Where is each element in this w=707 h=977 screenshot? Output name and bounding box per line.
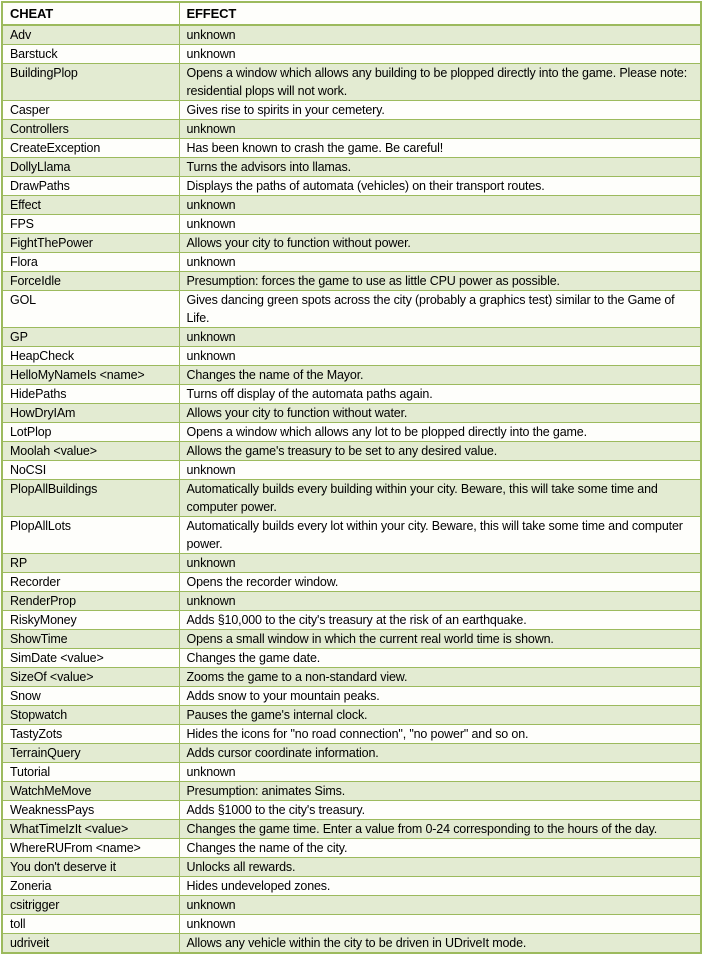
- table-row: [2, 64, 701, 101]
- table-row: [2, 347, 701, 366]
- effect-cell: unknown: [179, 120, 701, 139]
- effect-cell: Opens a window which allows any building to be plopped directly into the game. Please note: residential plops will not work.: [179, 64, 701, 101]
- cheat-cell: Zoneria: [2, 877, 179, 896]
- effect-cell: Gives dancing green spots across the city (probably a graphics test) similar to the Game of Life.: [179, 291, 701, 328]
- table-row: [2, 934, 701, 954]
- cheat-cell: GOL: [2, 291, 179, 328]
- effect-cell: Adds §1000 to the city's treasury.: [179, 801, 701, 820]
- effect-cell: Gives rise to spirits in your cemetery.: [179, 101, 701, 120]
- effect-cell: unknown: [179, 215, 701, 234]
- cheat-cell: TerrainQuery: [2, 744, 179, 763]
- cheat-table: [1, 1, 702, 954]
- cheat-cell: RP: [2, 554, 179, 573]
- cheat-cell: Controllers: [2, 120, 179, 139]
- table-body: [2, 25, 701, 953]
- effect-cell: unknown: [179, 328, 701, 347]
- effect-cell: Changes the game time. Enter a value from 0-24 corresponding to the hours of the day.: [179, 820, 701, 839]
- table-row: [2, 592, 701, 611]
- table-row: [2, 215, 701, 234]
- table-row: [2, 611, 701, 630]
- cheat-cell: Effect: [2, 196, 179, 215]
- cheat-cell: ShowTime: [2, 630, 179, 649]
- cheat-cell: You don't deserve it: [2, 858, 179, 877]
- cheat-cell: Flora: [2, 253, 179, 272]
- table-row: [2, 858, 701, 877]
- table-row: [2, 139, 701, 158]
- table-row: [2, 706, 701, 725]
- effect-cell: Changes the name of the Mayor.: [179, 366, 701, 385]
- effect-cell: unknown: [179, 461, 701, 480]
- effect-cell: unknown: [179, 347, 701, 366]
- header-row: [2, 2, 701, 25]
- table-row: [2, 177, 701, 196]
- cheat-cell: Stopwatch: [2, 706, 179, 725]
- cheat-cell: RenderProp: [2, 592, 179, 611]
- cheat-cell: toll: [2, 915, 179, 934]
- table-row: [2, 101, 701, 120]
- table-row: [2, 782, 701, 801]
- effect-cell: Displays the paths of automata (vehicles) on their transport routes.: [179, 177, 701, 196]
- table-row: [2, 366, 701, 385]
- cheat-cell: FightThePower: [2, 234, 179, 253]
- effect-cell: Allows any vehicle within the city to be driven in UDriveIt mode.: [179, 934, 701, 954]
- cheat-cell: WatchMeMove: [2, 782, 179, 801]
- table-row: [2, 272, 701, 291]
- column-header-effect: EFFECT: [179, 2, 701, 25]
- cheat-cell: WhereRUFrom <name>: [2, 839, 179, 858]
- table-row: [2, 668, 701, 687]
- cheat-cell: RiskyMoney: [2, 611, 179, 630]
- table-row: [2, 517, 701, 554]
- table-row: [2, 480, 701, 517]
- cheat-cell: Recorder: [2, 573, 179, 592]
- table-row: [2, 725, 701, 744]
- cheat-cell: DrawPaths: [2, 177, 179, 196]
- cheat-cell: HowDryIAm: [2, 404, 179, 423]
- cheat-cell: Moolah <value>: [2, 442, 179, 461]
- effect-cell: unknown: [179, 196, 701, 215]
- cheat-cell: SimDate <value>: [2, 649, 179, 668]
- effect-cell: unknown: [179, 25, 701, 45]
- table-row: [2, 461, 701, 480]
- effect-cell: Pauses the game's internal clock.: [179, 706, 701, 725]
- table-row: [2, 839, 701, 858]
- effect-cell: Opens the recorder window.: [179, 573, 701, 592]
- cheat-cell: TastyZots: [2, 725, 179, 744]
- table-row: [2, 385, 701, 404]
- effect-cell: Opens a small window in which the current real world time is shown.: [179, 630, 701, 649]
- table-row: [2, 328, 701, 347]
- cheat-cell: NoCSI: [2, 461, 179, 480]
- effect-cell: Changes the name of the city.: [179, 839, 701, 858]
- cheat-cell: HidePaths: [2, 385, 179, 404]
- effect-cell: Adds §10,000 to the city's treasury at the risk of an earthquake.: [179, 611, 701, 630]
- effect-cell: Opens a window which allows any lot to be plopped directly into the game.: [179, 423, 701, 442]
- cheat-cell: WeaknessPays: [2, 801, 179, 820]
- effect-cell: unknown: [179, 896, 701, 915]
- cheat-cell: FPS: [2, 215, 179, 234]
- table-row: [2, 649, 701, 668]
- cheat-cell: HeapCheck: [2, 347, 179, 366]
- effect-cell: unknown: [179, 915, 701, 934]
- table-row: [2, 687, 701, 706]
- cheat-cell: SizeOf <value>: [2, 668, 179, 687]
- effect-cell: Adds cursor coordinate information.: [179, 744, 701, 763]
- effect-cell: Allows the game's treasury to be set to any desired value.: [179, 442, 701, 461]
- column-header-cheat: CHEAT: [2, 2, 179, 25]
- table-row: [2, 896, 701, 915]
- effect-cell: Automatically builds every lot within your city. Beware, this will take some time and computer power.: [179, 517, 701, 554]
- effect-cell: unknown: [179, 554, 701, 573]
- table-row: [2, 801, 701, 820]
- cheat-cell: WhatTimeIzIt <value>: [2, 820, 179, 839]
- table-row: [2, 630, 701, 649]
- effect-cell: Has been known to crash the game. Be careful!: [179, 139, 701, 158]
- effect-cell: Automatically builds every building within your city. Beware, this will take some time and computer power.: [179, 480, 701, 517]
- cheat-cell: BuildingPlop: [2, 64, 179, 101]
- effect-cell: unknown: [179, 592, 701, 611]
- cheat-cell: PlopAllLots: [2, 517, 179, 554]
- table-row: [2, 291, 701, 328]
- effect-cell: Hides the icons for "no road connection", "no power" and so on.: [179, 725, 701, 744]
- table-row: [2, 25, 701, 45]
- effect-cell: Adds snow to your mountain peaks.: [179, 687, 701, 706]
- effect-cell: Presumption: animates Sims.: [179, 782, 701, 801]
- cheat-cell: Snow: [2, 687, 179, 706]
- table-row: [2, 820, 701, 839]
- cheat-sheet-page: [1, 1, 702, 954]
- effect-cell: Allows your city to function without water.: [179, 404, 701, 423]
- table-row: [2, 158, 701, 177]
- table-row: [2, 404, 701, 423]
- cheat-cell: ForceIdle: [2, 272, 179, 291]
- effect-cell: unknown: [179, 253, 701, 272]
- effect-cell: Turns off display of the automata paths again.: [179, 385, 701, 404]
- effect-cell: Allows your city to function without power.: [179, 234, 701, 253]
- table-row: [2, 744, 701, 763]
- effect-cell: Presumption: forces the game to use as little CPU power as possible.: [179, 272, 701, 291]
- table-row: [2, 554, 701, 573]
- cheat-cell: csitrigger: [2, 896, 179, 915]
- table-row: [2, 915, 701, 934]
- table-row: [2, 45, 701, 64]
- table-header: [2, 2, 701, 25]
- table-row: [2, 253, 701, 272]
- table-row: [2, 234, 701, 253]
- effect-cell: Zooms the game to a non-standard view.: [179, 668, 701, 687]
- effect-cell: Turns the advisors into llamas.: [179, 158, 701, 177]
- effect-cell: unknown: [179, 763, 701, 782]
- cheat-cell: udriveit: [2, 934, 179, 954]
- effect-cell: Hides undeveloped zones.: [179, 877, 701, 896]
- cheat-cell: CreateException: [2, 139, 179, 158]
- cheat-cell: Barstuck: [2, 45, 179, 64]
- table-row: [2, 763, 701, 782]
- table-row: [2, 877, 701, 896]
- table-row: [2, 423, 701, 442]
- cheat-cell: Adv: [2, 25, 179, 45]
- cheat-cell: DollyLlama: [2, 158, 179, 177]
- cheat-cell: LotPlop: [2, 423, 179, 442]
- cheat-cell: GP: [2, 328, 179, 347]
- table-row: [2, 196, 701, 215]
- cheat-cell: HelloMyNameIs <name>: [2, 366, 179, 385]
- table-row: [2, 573, 701, 592]
- effect-cell: Changes the game date.: [179, 649, 701, 668]
- table-row: [2, 442, 701, 461]
- cheat-cell: Tutorial: [2, 763, 179, 782]
- cheat-cell: PlopAllBuildings: [2, 480, 179, 517]
- table-row: [2, 120, 701, 139]
- cheat-cell: Casper: [2, 101, 179, 120]
- effect-cell: Unlocks all rewards.: [179, 858, 701, 877]
- effect-cell: unknown: [179, 45, 701, 64]
